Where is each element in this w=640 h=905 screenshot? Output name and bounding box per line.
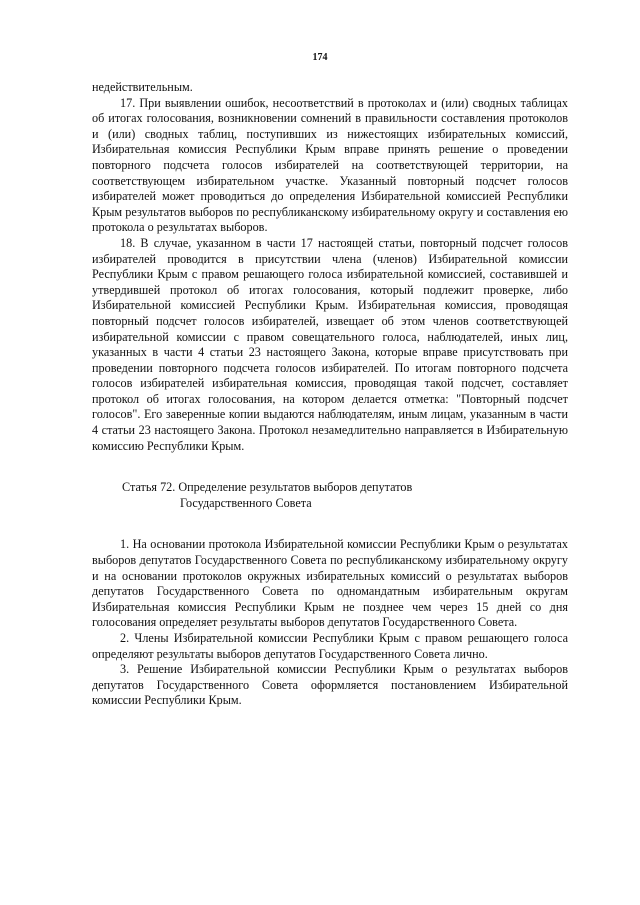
paragraph-17: 17. При выявлении ошибок, несоответствий в протоколах и (или) сводных таблицах об итогах голосования, возникновении сомнений в правильности составления протоколов и (или) сводных таблиц, поступивших из нижестоящих избирательных комиссий, Избирательная комиссия Республики Крым вправе принять решение о проведении повторного подсчета голосов избирателей на соответствующей территории, на соответствующем избирательном участке. Указанный повторный подсчет голосов избирателей может проводиться до определения Избирательной комиссией Республики Крым результатов выборов по республиканскому избирательному округу и составления ею протокола о результатах выборов. xyxy=(92,95,568,235)
clause-2: 2. Члены Избирательной комиссии Республики Крым с правом решающего голоса определяют результаты выборов депутатов Государственного Совета лично. xyxy=(92,631,568,661)
paragraph-18: 18. В случае, указанном в части 17 настоящей статьи, повторный подсчет голосов избирателей проводится в присутствии члена (членов) Избирательной комиссии Республики Крым с правом решающего голоса избирательной комиссией, составившей и утвердившей протокол об итогах голосования, который подлежит проверке, либо Избирательной комиссией Республики Крым. Избирательная комиссия, проводящая повторный подсчет голосов избирателей, извещает об этом членов соответствующей избирательной комиссии с правом совещательного голоса, наблюдателей, иных лиц, указанных в части 4 статьи 23 настоящего Закона, которые вправе присутствовать при проведении повторного подсчета голосов избирателей. По итогам повторного подсчета голосов избирателей избирательная комиссия, проводящая такой подсчет, составляет протокол об итогах голосования, на котором делается отметка: "Повторный подсчет голосов". Его заверенные копии выдаются наблюдателям, иным лицам, указанным в части 4 статьи 23 настоящего Закона. Протокол незамедлительно направляется в Избирательную комиссию Республики Крым. xyxy=(92,235,568,453)
clause-3: 3. Решение Избирательной комиссии Республики Крым о результатах выборов депутатов Государственного Совета оформляется постановлением Избирательной комиссии Республики Крым. xyxy=(92,662,568,708)
page-number: 174 xyxy=(312,52,328,63)
paragraph-continuation: недействительным. xyxy=(92,80,193,94)
article-heading-line2: Государственного Совета xyxy=(180,495,312,510)
section-gap xyxy=(92,511,568,537)
clause-1: 1. На основании протокола Избирательной комиссии Республики Крым о результатах выборов депутатов Государственного Совета по республиканскому избирательному округу и на основании протоколов окружных избирательных комиссий о результатах выборов депутатов Государственного Совета по одномандатным избирательным округам Избирательная комиссия Республики Крым не позднее чем через 15 дней со дня голосования определяет результаты выборов депутатов Государственного Совета. xyxy=(92,537,568,630)
document-body xyxy=(92,80,568,709)
article-heading-line1: Статья 72. Определение результатов выборов депутатов xyxy=(122,480,413,495)
article-heading xyxy=(92,480,568,511)
